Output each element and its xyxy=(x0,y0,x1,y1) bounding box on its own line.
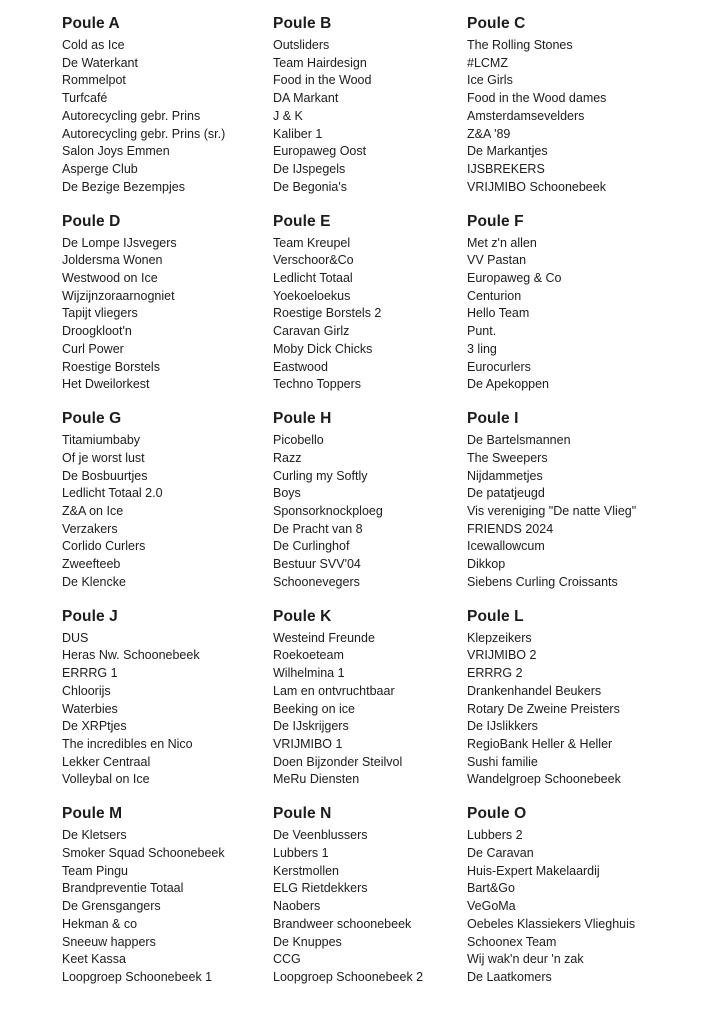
team-list xyxy=(467,235,724,394)
team-name: Titamiumbaby xyxy=(62,433,141,448)
team-name: Wandelgroep Schoonebeek xyxy=(467,772,621,787)
team-name: Sneeuw happers xyxy=(62,934,156,949)
team-name: Sushi familie xyxy=(467,754,538,769)
poule-title: Poule C xyxy=(467,15,526,32)
team-name: VRIJMIBO 1 xyxy=(273,737,343,751)
team-list xyxy=(273,235,467,394)
poule-section-c xyxy=(467,13,724,211)
team-name: De Laatkomers xyxy=(467,970,552,984)
team-name: De Bartelsmannen xyxy=(467,433,571,448)
team-name: Bart&Go xyxy=(467,881,515,896)
team-name: Techno Toppers xyxy=(273,377,362,392)
team-name: Ice Girls xyxy=(467,73,513,88)
team-name: Punt. xyxy=(467,324,497,339)
team-name: Drankenhandel Beukers xyxy=(467,683,602,698)
team-name: Brandpreventie Totaal xyxy=(62,881,184,896)
poule-title: Poule L xyxy=(467,607,524,625)
team-name: Autorecycling gebr. Prins (sr.) xyxy=(62,126,226,141)
team-name: Roekoeteam xyxy=(273,648,344,663)
team-name: De Veenblussers xyxy=(273,828,368,843)
team-name: Huis-Expert Makelaardij xyxy=(467,863,600,878)
team-name: Sponsorknockploeg xyxy=(273,504,383,518)
team-name: 3 ling xyxy=(467,341,497,356)
poule-section-o xyxy=(467,803,724,1001)
team-name: De Grensgangers xyxy=(62,899,161,914)
team-name: Moby Dick Chicks xyxy=(273,341,373,356)
poule-section-b xyxy=(273,13,467,211)
team-name: The Rolling Stones xyxy=(467,38,573,52)
team-name: Autorecycling gebr. Prins xyxy=(62,108,201,123)
team-name: VRIJMIBO Schoonebeek xyxy=(467,179,606,194)
team-name: De patatjeugd xyxy=(467,486,545,501)
team-name: Europaweg Oost xyxy=(273,144,367,159)
team-list xyxy=(273,630,467,789)
team-name: De IJspegels xyxy=(273,161,346,176)
team-list xyxy=(467,432,724,591)
team-name: Wijzijnzoraarnogniet xyxy=(62,288,175,303)
team-name: De Caravan xyxy=(467,846,534,861)
team-list xyxy=(273,827,467,986)
poule-section-d xyxy=(62,211,273,409)
team-name: Salon Joys Emmen xyxy=(62,144,170,159)
team-name: Z&A '89 xyxy=(467,126,511,141)
team-name: Roestige Borstels xyxy=(62,359,160,374)
team-name: Caravan Girlz xyxy=(273,324,350,339)
team-list xyxy=(62,432,273,591)
team-name: Rotary De Zweine Preisters xyxy=(467,701,620,716)
team-name: De Knuppes xyxy=(273,934,342,949)
team-name: ERRRG 1 xyxy=(62,666,118,681)
team-name: Bestuur SVV'04 xyxy=(273,557,361,572)
team-name: Loopgroep Schoonebeek 2 xyxy=(273,970,424,984)
team-name: DUS xyxy=(62,630,89,645)
team-name: Waterbies xyxy=(62,701,118,716)
team-name: The Sweepers xyxy=(467,450,548,465)
team-name: Hello Team xyxy=(467,306,530,321)
team-name: Asperge Club xyxy=(62,161,138,176)
poules-grid xyxy=(62,13,724,1001)
team-name: Dikkop xyxy=(467,557,506,572)
team-name: Nijdammetjes xyxy=(467,468,543,483)
team-name: De Begonia's xyxy=(273,179,347,194)
poule-section-e xyxy=(273,211,467,409)
team-name: De XRPtjes xyxy=(62,719,127,734)
team-name: Food in the Wood xyxy=(273,73,372,88)
team-name: Lubbers 1 xyxy=(273,846,329,861)
team-name: Tapijt vliegers xyxy=(62,306,138,321)
poule-title: Poule A xyxy=(62,15,120,32)
poule-section-k xyxy=(273,606,467,804)
poule-title: Poule I xyxy=(467,410,519,428)
team-name: Europaweg & Co xyxy=(467,271,562,285)
poule-section-h xyxy=(273,408,467,606)
team-name: Z&A on Ice xyxy=(62,504,124,518)
team-name: #LCMZ xyxy=(467,55,508,70)
poule-title: Poule O xyxy=(467,805,527,823)
team-name: Loopgroep Schoonebeek 1 xyxy=(62,970,213,984)
team-name: Outsliders xyxy=(273,38,330,52)
poule-title: Poule F xyxy=(467,212,524,230)
team-name: Brandweer schoonebeek xyxy=(273,916,412,931)
poule-section-f xyxy=(467,211,724,409)
team-name: De IJskrijgers xyxy=(273,719,349,734)
team-name: Team Kreupel xyxy=(273,235,351,250)
poule-section-n xyxy=(273,803,467,1001)
team-name: ELG Rietdekkers xyxy=(273,881,368,896)
team-name: Ledlicht Totaal 2.0 xyxy=(62,486,163,501)
team-name: Wilhelmina 1 xyxy=(273,666,345,681)
team-name: Verschoor&Co xyxy=(273,253,354,268)
team-name: CCG xyxy=(273,952,301,967)
poule-title: Poule J xyxy=(62,607,118,625)
team-name: Centurion xyxy=(467,288,522,303)
team-name: Oebeles Klassiekers Vlieghuis xyxy=(467,916,636,931)
team-name: Naobers xyxy=(273,899,321,914)
poule-section-l xyxy=(467,606,724,804)
team-name: Volleybal on Ice xyxy=(62,772,150,787)
team-name: Chloorijs xyxy=(62,683,111,698)
team-name: Curling my Softly xyxy=(273,468,368,483)
team-list xyxy=(273,37,467,196)
poule-title: Poule H xyxy=(273,410,332,428)
team-name: Yoekoeloekus xyxy=(273,288,351,303)
team-name: De Bezige Bezempjes xyxy=(62,179,185,194)
team-name: De Apekoppen xyxy=(467,377,550,392)
team-name: Klepzeikers xyxy=(467,630,532,645)
team-name: Curl Power xyxy=(62,341,124,356)
team-name: Picobello xyxy=(273,433,324,448)
poule-title: Poule N xyxy=(273,805,332,823)
team-name: Doen Bijzonder Steilvol xyxy=(273,754,403,769)
team-name: Boys xyxy=(273,486,301,501)
team-name: Hekman & co xyxy=(62,916,138,931)
team-name: Cold as Ice xyxy=(62,38,125,52)
team-name: Lekker Centraal xyxy=(62,754,151,769)
team-name: De Markantjes xyxy=(467,144,548,159)
poule-title: Poule B xyxy=(273,15,332,32)
poule-section-j xyxy=(62,606,273,804)
team-name: IJSBREKERS xyxy=(467,161,545,176)
team-name: RegioBank Heller & Heller xyxy=(467,737,613,751)
team-name: De Waterkant xyxy=(62,55,138,70)
team-name: Het Dweilorkest xyxy=(62,377,150,392)
team-name: Team Pingu xyxy=(62,863,129,878)
team-name: DA Markant xyxy=(273,91,339,106)
team-name: Razz xyxy=(273,450,302,465)
poule-title: Poule M xyxy=(62,805,123,823)
poule-section-g xyxy=(62,408,273,606)
team-list xyxy=(62,37,273,196)
team-name: MeRu Diensten xyxy=(273,772,360,787)
team-name: Lubbers 2 xyxy=(467,828,523,843)
team-name: Siebens Curling Croissants xyxy=(467,574,618,589)
team-name: FRIENDS 2024 xyxy=(467,521,554,536)
team-name: Team Hairdesign xyxy=(273,55,367,70)
team-list xyxy=(62,630,273,789)
poule-title: Poule D xyxy=(62,212,121,230)
team-name: De Lompe IJsvegers xyxy=(62,235,177,250)
team-name: Amsterdamsevelders xyxy=(467,108,585,123)
poule-section-m xyxy=(62,803,273,1001)
team-name: Lam en ontvruchtbaar xyxy=(273,683,395,698)
poule-title: Poule K xyxy=(273,607,332,625)
team-name: De Bosbuurtjes xyxy=(62,468,148,483)
team-list xyxy=(467,630,724,789)
team-name: De Klencke xyxy=(62,574,126,589)
poule-title: Poule G xyxy=(62,410,122,428)
team-name: Schoonevegers xyxy=(273,574,360,589)
team-list xyxy=(467,37,724,196)
team-name: Keet Kassa xyxy=(62,952,126,967)
team-name: Kaliber 1 xyxy=(273,126,323,141)
team-name: Droogkloot'n xyxy=(62,324,132,339)
team-name: Eurocurlers xyxy=(467,359,531,374)
team-name: VV Pastan xyxy=(467,253,527,268)
poule-section-a xyxy=(62,13,273,211)
team-list xyxy=(467,827,724,986)
team-name: VRIJMIBO 2 xyxy=(467,648,537,663)
team-name: Wij wak'n deur 'n zak xyxy=(467,952,584,967)
team-list xyxy=(62,235,273,394)
team-name: Food in the Wood dames xyxy=(467,91,607,106)
team-name: Eastwood xyxy=(273,359,328,374)
team-list xyxy=(273,432,467,591)
team-name: De Curlinghof xyxy=(273,539,350,554)
team-name: Rommelpot xyxy=(62,73,126,88)
team-name: Verzakers xyxy=(62,521,118,536)
team-name: Westwood on Ice xyxy=(62,271,158,285)
team-name: Ledlicht Totaal xyxy=(273,271,353,285)
team-list xyxy=(62,827,273,986)
team-name: Beeking on ice xyxy=(273,701,356,716)
team-name: Of je worst lust xyxy=(62,450,145,465)
team-name: ERRRG 2 xyxy=(467,666,523,681)
team-name: Kerstmollen xyxy=(273,863,339,878)
team-name: The incredibles en Nico xyxy=(62,737,193,751)
team-name: Zweefteeb xyxy=(62,557,121,572)
team-name: Roestige Borstels 2 xyxy=(273,306,382,321)
team-name: Icewallowcum xyxy=(467,539,545,554)
team-name: VeGoMa xyxy=(467,899,516,914)
team-name: De Pracht van 8 xyxy=(273,521,363,536)
poule-title: Poule E xyxy=(273,212,331,230)
team-name: Joldersma Wonen xyxy=(62,253,163,268)
poule-section-i xyxy=(467,408,724,606)
team-name: Heras Nw. Schoonebeek xyxy=(62,648,200,663)
team-name: Smoker Squad Schoonebeek xyxy=(62,846,225,861)
team-name: De Kletsers xyxy=(62,828,127,843)
team-name: J & K xyxy=(273,108,303,123)
team-name: Corlido Curlers xyxy=(62,539,146,554)
team-name: Met z'n allen xyxy=(467,235,537,250)
team-name: De IJslikkers xyxy=(467,719,538,734)
team-name: Westeind Freunde xyxy=(273,630,375,645)
team-name: Turfcafé xyxy=(62,91,108,106)
team-name: Vis vereniging "De natte Vlieg" xyxy=(467,504,637,518)
team-name: Schoonex Team xyxy=(467,934,557,949)
